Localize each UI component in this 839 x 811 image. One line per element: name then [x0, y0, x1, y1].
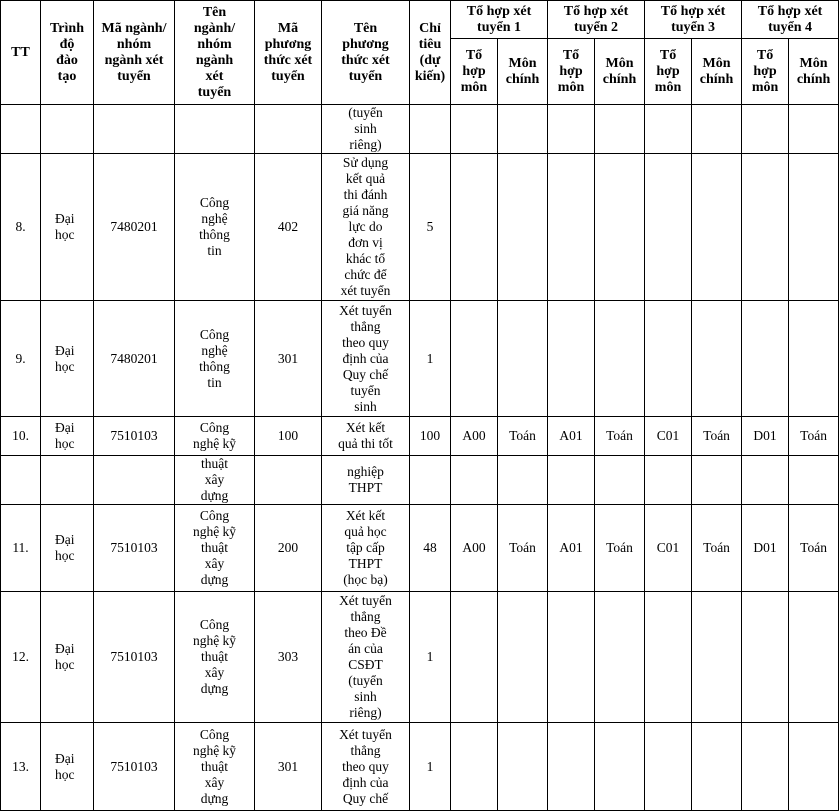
cell-ma-nganh: 7510103: [94, 723, 175, 811]
cell-trinh-do: Đại học: [41, 417, 94, 456]
cell-trinh-do: Đại học: [41, 505, 94, 592]
cell-trinh-do: Đại học: [41, 301, 94, 417]
subheader-mon-chinh-4: Môn chính: [789, 39, 839, 105]
cell-mon-chinh-4: [789, 456, 839, 505]
subheader-mon-chinh-2: Môn chính: [595, 39, 645, 105]
cell-mon-chinh-2: [595, 592, 645, 723]
cell-ten-phuong-thuc: Xét tuyển thẳng theo quy định của Quy chế tuyển sinh: [322, 301, 410, 417]
header-to-hop-2: Tổ hợp xét tuyển 2: [548, 1, 645, 39]
cell-to-hop-1: [451, 592, 498, 723]
table-row: [1, 105, 839, 154]
cell-ten-phuong-thuc: Xét tuyển thẳng theo quy định của Quy chế: [322, 723, 410, 811]
cell-trinh-do: Đại học: [41, 154, 94, 301]
cell-ten-nganh: Công nghệ kỹ thuật xây dựng: [175, 723, 255, 811]
cell-ma-phuong-thuc: 402: [255, 154, 322, 301]
table-row: [1, 592, 839, 723]
cell-chi-tieu: [410, 456, 451, 505]
cell-ma-phuong-thuc: 303: [255, 592, 322, 723]
cell-ma-phuong-thuc: 301: [255, 723, 322, 811]
cell-tt: 13.: [1, 723, 41, 811]
cell-mon-chinh-1: [498, 154, 548, 301]
table-row: [1, 456, 839, 505]
cell-mon-chinh-2: Toán: [595, 417, 645, 456]
table-row: [1, 154, 839, 301]
cell-chi-tieu: 1: [410, 723, 451, 811]
cell-mon-chinh-2: [595, 154, 645, 301]
table-row: [1, 723, 839, 811]
cell-ten-nganh: Công nghệ kỹ thuật xây dựng: [175, 505, 255, 592]
header-ten-nganh: Tên ngành/ nhóm ngành xét tuyển: [175, 1, 255, 105]
cell-ma-nganh: 7510103: [94, 592, 175, 723]
subheader-mon-chinh-1: Môn chính: [498, 39, 548, 105]
cell-chi-tieu: [410, 105, 451, 154]
cell-mon-chinh-3: [692, 592, 742, 723]
header-trinh-do: Trình độ đào tạo: [41, 1, 94, 105]
cell-tt: 8.: [1, 154, 41, 301]
cell-ten-nganh: Công nghệ kỹ: [175, 417, 255, 456]
cell-to-hop-2: [548, 154, 595, 301]
cell-ten-nganh: Công nghệ thông tin: [175, 154, 255, 301]
cell-mon-chinh-4: [789, 723, 839, 811]
header-to-hop-4: Tổ hợp xét tuyển 4: [742, 1, 839, 39]
cell-ma-nganh: [94, 105, 175, 154]
cell-to-hop-3: [645, 301, 692, 417]
table-body: [1, 105, 839, 811]
cell-mon-chinh-4: [789, 154, 839, 301]
cell-to-hop-1: [451, 723, 498, 811]
cell-to-hop-3: [645, 456, 692, 505]
cell-ten-phuong-thuc: Sử dụng kết quả thi đánh giá năng lực do đơn vị khác tổ chức để xét tuyển: [322, 154, 410, 301]
cell-to-hop-2: A01: [548, 417, 595, 456]
subheader-to-hop-mon-1: Tổ hợp môn: [451, 39, 498, 105]
cell-to-hop-2: [548, 456, 595, 505]
cell-ma-nganh: 7510103: [94, 417, 175, 456]
cell-mon-chinh-2: Toán: [595, 505, 645, 592]
cell-ma-nganh: [94, 456, 175, 505]
cell-tt: 9.: [1, 301, 41, 417]
cell-to-hop-2: [548, 723, 595, 811]
cell-mon-chinh-1: [498, 592, 548, 723]
cell-to-hop-3: [645, 154, 692, 301]
cell-to-hop-3: [645, 105, 692, 154]
cell-mon-chinh-1: [498, 105, 548, 154]
cell-mon-chinh-3: [692, 723, 742, 811]
cell-to-hop-3: [645, 592, 692, 723]
cell-ma-phuong-thuc: [255, 105, 322, 154]
cell-trinh-do: Đại học: [41, 592, 94, 723]
cell-ten-phuong-thuc: nghiệp THPT: [322, 456, 410, 505]
header-tt: TT: [1, 1, 41, 105]
cell-tt: [1, 105, 41, 154]
cell-trinh-do: [41, 105, 94, 154]
cell-to-hop-1: [451, 154, 498, 301]
cell-ten-nganh: Công nghệ kỹ thuật xây dựng: [175, 592, 255, 723]
cell-to-hop-2: [548, 301, 595, 417]
cell-mon-chinh-3: [692, 301, 742, 417]
cell-mon-chinh-4: [789, 105, 839, 154]
cell-mon-chinh-1: [498, 456, 548, 505]
cell-mon-chinh-4: Toán: [789, 417, 839, 456]
cell-mon-chinh-3: Toán: [692, 505, 742, 592]
cell-to-hop-1: [451, 105, 498, 154]
cell-to-hop-4: [742, 592, 789, 723]
cell-mon-chinh-3: [692, 154, 742, 301]
table-row: [1, 505, 839, 592]
cell-tt: [1, 456, 41, 505]
cell-to-hop-4: [742, 105, 789, 154]
cell-mon-chinh-1: [498, 723, 548, 811]
cell-ten-nganh: thuật xây dựng: [175, 456, 255, 505]
cell-mon-chinh-3: [692, 105, 742, 154]
cell-to-hop-4: [742, 723, 789, 811]
header-to-hop-3: Tổ hợp xét tuyển 3: [645, 1, 742, 39]
cell-to-hop-4: D01: [742, 417, 789, 456]
cell-trinh-do: Đại học: [41, 723, 94, 811]
cell-ten-phuong-thuc: Xét tuyển thẳng theo Đề án của CSĐT (tuyển sinh riêng): [322, 592, 410, 723]
cell-ma-nganh: 7480201: [94, 301, 175, 417]
table-row: [1, 417, 839, 456]
subheader-to-hop-mon-2: Tổ hợp môn: [548, 39, 595, 105]
cell-to-hop-2: [548, 105, 595, 154]
table-header: [1, 1, 839, 105]
cell-mon-chinh-2: [595, 456, 645, 505]
cell-mon-chinh-4: Toán: [789, 505, 839, 592]
cell-to-hop-3: [645, 723, 692, 811]
cell-to-hop-4: D01: [742, 505, 789, 592]
header-ma-phuong-thuc: Mã phương thức xét tuyển: [255, 1, 322, 105]
cell-mon-chinh-2: [595, 301, 645, 417]
cell-ma-phuong-thuc: 100: [255, 417, 322, 456]
cell-mon-chinh-3: [692, 456, 742, 505]
cell-mon-chinh-4: [789, 301, 839, 417]
cell-mon-chinh-2: [595, 723, 645, 811]
cell-ten-nganh: Công nghệ thông tin: [175, 301, 255, 417]
cell-chi-tieu: 1: [410, 301, 451, 417]
cell-mon-chinh-1: [498, 301, 548, 417]
cell-chi-tieu: 5: [410, 154, 451, 301]
cell-ma-phuong-thuc: [255, 456, 322, 505]
cell-to-hop-1: [451, 301, 498, 417]
cell-ten-phuong-thuc: Xét kết quả học tập cấp THPT (học bạ): [322, 505, 410, 592]
cell-tt: 11.: [1, 505, 41, 592]
cell-mon-chinh-4: [789, 592, 839, 723]
cell-ten-nganh: [175, 105, 255, 154]
cell-to-hop-1: A00: [451, 417, 498, 456]
cell-tt: 10.: [1, 417, 41, 456]
cell-to-hop-4: [742, 301, 789, 417]
cell-to-hop-4: [742, 154, 789, 301]
subheader-to-hop-mon-4: Tổ hợp môn: [742, 39, 789, 105]
cell-ma-nganh: 7480201: [94, 154, 175, 301]
cell-to-hop-3: C01: [645, 417, 692, 456]
header-chi-tieu: Chỉ tiêu (dự kiến): [410, 1, 451, 105]
cell-to-hop-2: [548, 592, 595, 723]
cell-ma-nganh: 7510103: [94, 505, 175, 592]
cell-ten-phuong-thuc: Xét kết quả thi tốt: [322, 417, 410, 456]
cell-chi-tieu: 48: [410, 505, 451, 592]
cell-trinh-do: [41, 456, 94, 505]
cell-to-hop-1: A00: [451, 505, 498, 592]
cell-to-hop-3: C01: [645, 505, 692, 592]
cell-mon-chinh-1: Toán: [498, 505, 548, 592]
cell-tt: 12.: [1, 592, 41, 723]
cell-ten-phuong-thuc: (tuyển sinh riêng): [322, 105, 410, 154]
header-ten-phuong-thuc: Tên phương thức xét tuyển: [322, 1, 410, 105]
subheader-to-hop-mon-3: Tổ hợp môn: [645, 39, 692, 105]
cell-chi-tieu: 1: [410, 592, 451, 723]
cell-mon-chinh-1: Toán: [498, 417, 548, 456]
header-ma-nganh: Mã ngành/ nhóm ngành xét tuyển: [94, 1, 175, 105]
cell-ma-phuong-thuc: 200: [255, 505, 322, 592]
cell-mon-chinh-3: Toán: [692, 417, 742, 456]
subheader-mon-chinh-3: Môn chính: [692, 39, 742, 105]
table-row: [1, 301, 839, 417]
cell-to-hop-4: [742, 456, 789, 505]
header-to-hop-1: Tổ hợp xét tuyển 1: [451, 1, 548, 39]
cell-to-hop-1: [451, 456, 498, 505]
cell-ma-phuong-thuc: 301: [255, 301, 322, 417]
cell-to-hop-2: A01: [548, 505, 595, 592]
cell-mon-chinh-2: [595, 105, 645, 154]
cell-chi-tieu: 100: [410, 417, 451, 456]
